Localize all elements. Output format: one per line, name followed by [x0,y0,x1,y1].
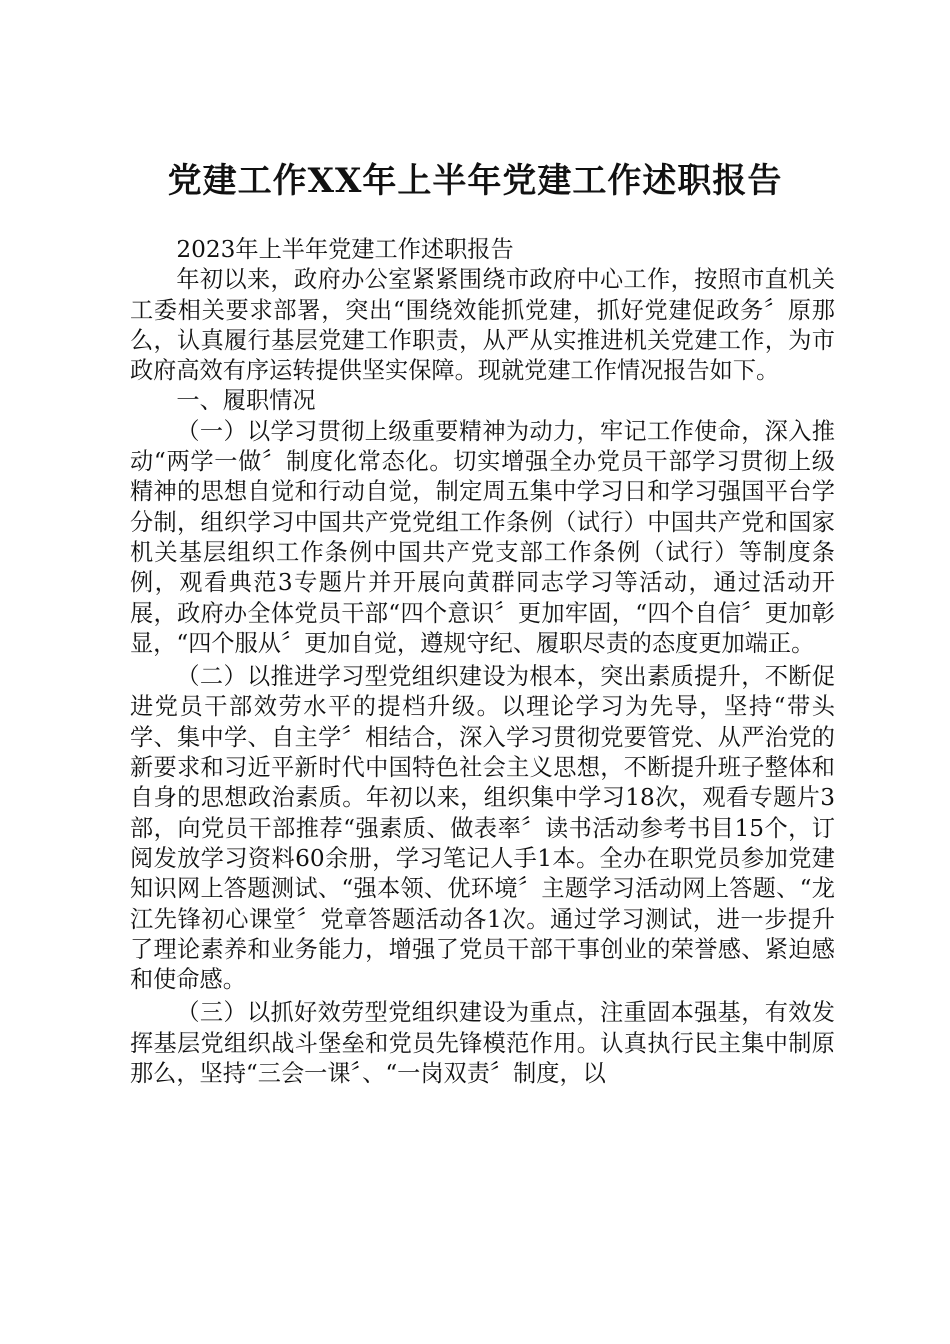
document-body [130,235,835,1089]
body-paragraph-1: （一）以学习贯彻上级重要精神为动力，牢记工作使命，深入推动“两学一做〞制度化常态化。切实增强全办党员干部学习贯彻上级精神的思想自觉和行动自觉，制定周五集中学习日和学习强国平台学分制，组织学习中国共产党党组工作条例（试行）中国共产党和国家机关基层组织工作条例中国共产党支部工作条例（试行）等制度条例，观看典范3专题片并开展向黄群同志学习等活动，通过活动开展，政府办全体党员干部“四个意识〞更加牢固，“四个自信〞更加彰显，“四个服从〞更加自觉，遵规守纪、履职尽责的态度更加端正。 [130,417,835,657]
subtitle-paragraph: 2023年上半年党建工作述职报告 [176,236,514,263]
section-heading: 一、履职情况 [176,387,316,415]
document-title: 党建工作XX年上半年党建工作述职报告 [167,161,783,201]
body-paragraph-2: （二）以推进学习型党组织建设为根本，突出素质提升，不断促进党员干部效劳水平的提档升级。以理论学习为先导，坚持“带头学、集中学、自主学〞相结合，深入学习贯彻党要管党、从严治党的新要求和习近平新时代中国特色社会主义思想，不断提升班子整体和自身的思想政治素质。年初以来，组织集中学习18次，观看专题片3部，向党员干部推荐“强素质、做表率〞读书活动参考书目15个，订阅发放学习资料60余册，学习笔记人手1本。全办在职党员参加党建知识网上答题测试、“强本领、优环境〞主题学习活动网上答题、“龙江先锋初心课堂〞党章答题活动各1次。通过学习测试，进一步提升了理论素养和业务能力，增强了党员干部干事创业的荣誉感、紧迫感和使命感。 [130,663,835,994]
body-paragraph-3: （三）以抓好效劳型党组织建设为重点，注重固本强基，有效发挥基层党组织战斗堡垒和党员先锋模范作用。认真执行民主集中制原那么，坚持“三会一课〞、“一岗双责〞制度，以 [130,999,835,1088]
intro-paragraph: 年初以来，政府办公室紧紧围绕市政府中心工作，按照市直机关工委相关要求部署，突出“围绕效能抓党建，抓好党建促政务〞原那么，认真履行基层党建工作职责，从严从实推进机关党建工作，为市政府高效有序运转提供坚实保障。现就党建工作情况报告如下。 [130,266,835,385]
